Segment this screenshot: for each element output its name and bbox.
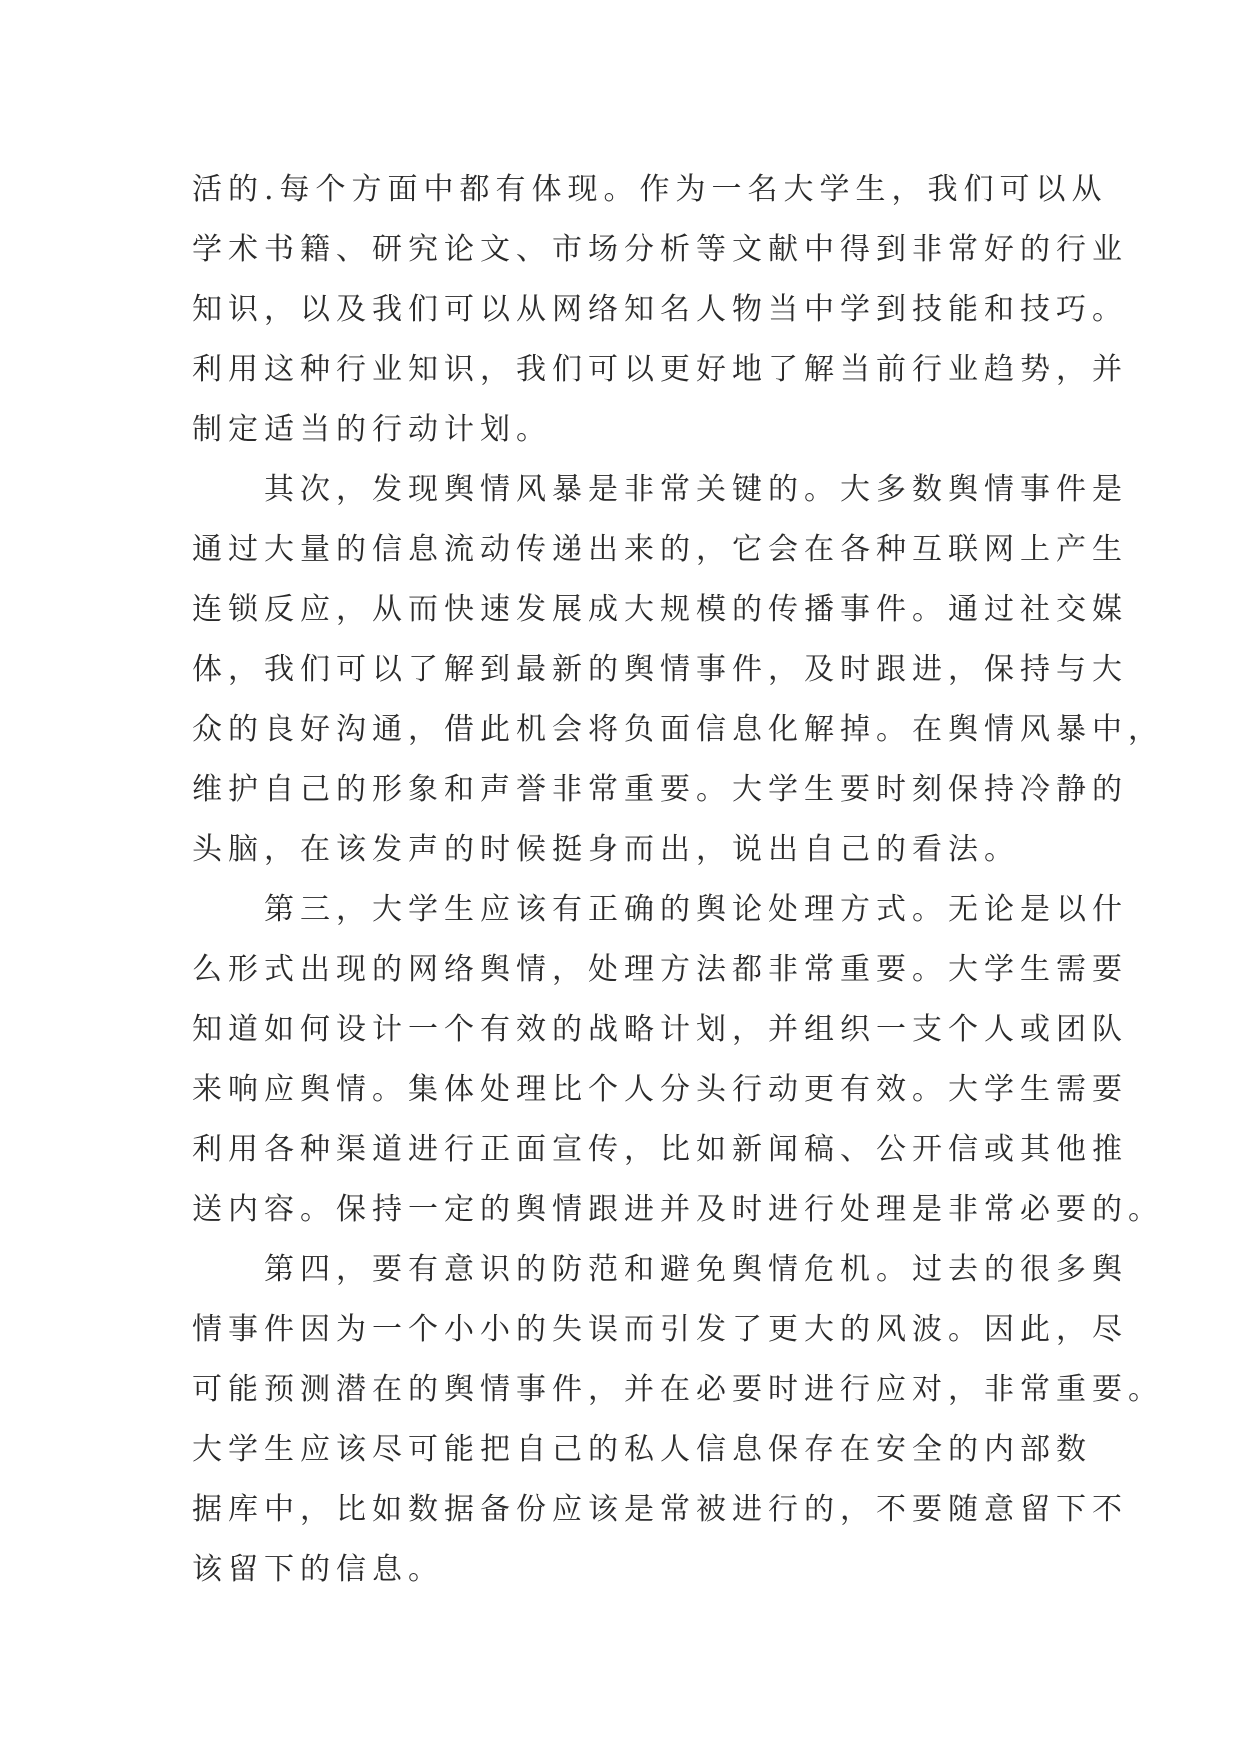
text-line: 头脑，在该发声的时候挺身而出，说出自己的看法。 xyxy=(192,832,1020,867)
text-line: 体，我们可以了解到最新的舆情事件，及时跟进，保持与大 xyxy=(192,652,1128,687)
text-line: 情事件因为一个小小的失误而引发了更大的风波。因此，尽 xyxy=(192,1312,1128,1347)
text-line: 来响应舆情。集体处理比个人分头行动更有效。大学生需要 xyxy=(192,1072,1128,1107)
text-line: 利用各种渠道进行正面宣传，比如新闻稿、公开信或其他推 xyxy=(192,1132,1128,1167)
text-line: 利用这种行业知识，我们可以更好地了解当前行业趋势，并 xyxy=(192,352,1128,387)
text-line: 据库中，比如数据备份应该是常被进行的，不要随意留下不 xyxy=(192,1492,1128,1527)
text-line: 连锁反应，从而快速发展成大规模的传播事件。通过社交媒 xyxy=(192,592,1128,627)
document-body xyxy=(192,160,1164,1600)
text-line: 其次，发现舆情风暴是非常关键的。大多数舆情事件是 xyxy=(192,472,1128,507)
text-line: 知识，以及我们可以从网络知名人物当中学到技能和技巧。 xyxy=(192,292,1128,327)
text-line: 维护自己的形象和声誉非常重要。大学生要时刻保持冷静的 xyxy=(192,772,1128,807)
text-line: 么形式出现的网络舆情，处理方法都非常重要。大学生需要 xyxy=(192,952,1128,987)
text-line: 通过大量的信息流动传递出来的，它会在各种互联网上产生 xyxy=(192,532,1128,567)
text-line: 学术书籍、研究论文、市场分析等文献中得到非常好的行业 xyxy=(192,232,1128,267)
text-line: 第三，大学生应该有正确的舆论处理方式。无论是以什 xyxy=(192,892,1128,927)
text-line: 大学生应该尽可能把自己的私人信息保存在安全的内部数 xyxy=(192,1432,1092,1467)
text-line: 送内容。保持一定的舆情跟进并及时进行处理是非常必要的。 xyxy=(192,1192,1164,1227)
text-line: 该留下的信息。 xyxy=(192,1552,444,1587)
text-line: 第四，要有意识的防范和避免舆情危机。过去的很多舆 xyxy=(192,1252,1128,1287)
text-line: 制定适当的行动计划。 xyxy=(192,412,552,447)
text-line: 知道如何设计一个有效的战略计划，并组织一支个人或团队 xyxy=(192,1012,1128,1047)
text-line: 活的.每个方面中都有体现。作为一名大学生，我们可以从 xyxy=(192,172,1108,207)
text-line: 众的良好沟通，借此机会将负面信息化解掉。在舆情风暴中， xyxy=(192,712,1164,747)
text-line: 可能预测潜在的舆情事件，并在必要时进行应对，非常重要。 xyxy=(192,1372,1164,1407)
